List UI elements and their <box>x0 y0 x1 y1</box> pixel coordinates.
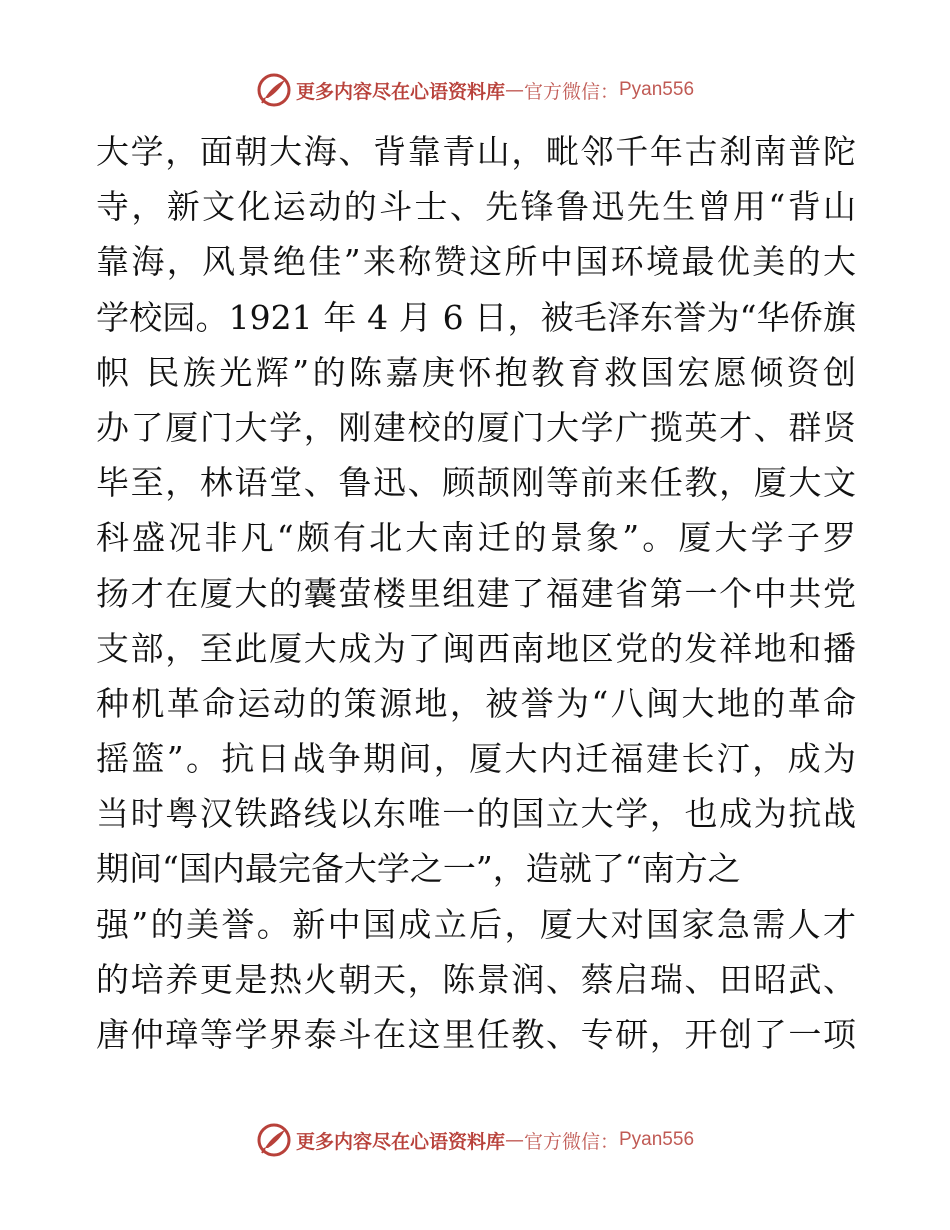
text-line: 帜 民族光辉”的陈嘉庚怀抱教育救国宏愿倾资创 <box>96 352 856 392</box>
text-line: 靠海，风景绝佳”来称赞这所中国环境最优美的大 <box>96 242 856 282</box>
text-line: 唐仲璋等学界泰斗在这里任教、专研，开创了一项 <box>96 1015 856 1054</box>
footer-watermark <box>0 1120 950 1160</box>
watermark-wechat-id: Pyan556 <box>619 79 695 100</box>
watermark-text: 更多内容尽在心语资料库 <box>295 1130 505 1153</box>
watermark-separator: — <box>504 1129 524 1151</box>
text-line: 办了厦门大学，刚建校的厦门大学广揽英才、群贤 <box>96 407 856 447</box>
header-watermark <box>0 70 950 110</box>
watermark-wechat-label: 官方微信： <box>523 1130 619 1153</box>
text-line: 摇篮”。抗日战争期间，厦大内迁福建长汀，成为 <box>96 739 856 779</box>
text-line: 期间“国内最完备大学之一”，造就了“南方之 <box>96 849 741 889</box>
text-line: 学校园。1921 年 4 月 6 日，被毛泽东誉为“华侨旗 <box>96 297 856 337</box>
feather-pen-logo-icon <box>256 72 292 108</box>
text-line: 毕至，林语堂、鲁迅、顾颉刚等前来任教，厦大文 <box>96 463 856 503</box>
watermark-wechat-id: Pyan556 <box>619 1129 695 1150</box>
text-line: 寺，新文化运动的斗士、先锋鲁迅先生曾用“背山 <box>96 187 856 227</box>
text-line: 强”的美誉。新中国成立后，厦大对国家急需人才 <box>96 904 856 944</box>
text-line: 扬才在厦大的囊萤楼里组建了福建省第一个中共党 <box>96 573 856 613</box>
watermark-separator: — <box>504 79 524 101</box>
watermark-wechat-label: 官方微信： <box>523 80 619 103</box>
text-line: 支部，至此厦大成为了闽西南地区党的发祥地和播 <box>96 628 856 668</box>
document-body <box>96 124 856 1062</box>
text-line: 种机革命运动的策源地，被誉为“八闽大地的革命 <box>96 683 856 723</box>
watermark-text: 更多内容尽在心语资料库 <box>295 80 505 103</box>
feather-pen-logo-icon <box>256 1122 292 1158</box>
text-line: 科盛况非凡“颇有北大南迁的景象”。厦大学子罗 <box>96 518 856 558</box>
text-line: 的培养更是热火朝天，陈景润、蔡启瑞、田昭武、 <box>96 959 856 999</box>
text-line: 当时粤汉铁路线以东唯一的国立大学，也成为抗战 <box>96 794 856 834</box>
text-line: 大学，面朝大海、背靠青山，毗邻千年古刹南普陀 <box>96 132 856 171</box>
